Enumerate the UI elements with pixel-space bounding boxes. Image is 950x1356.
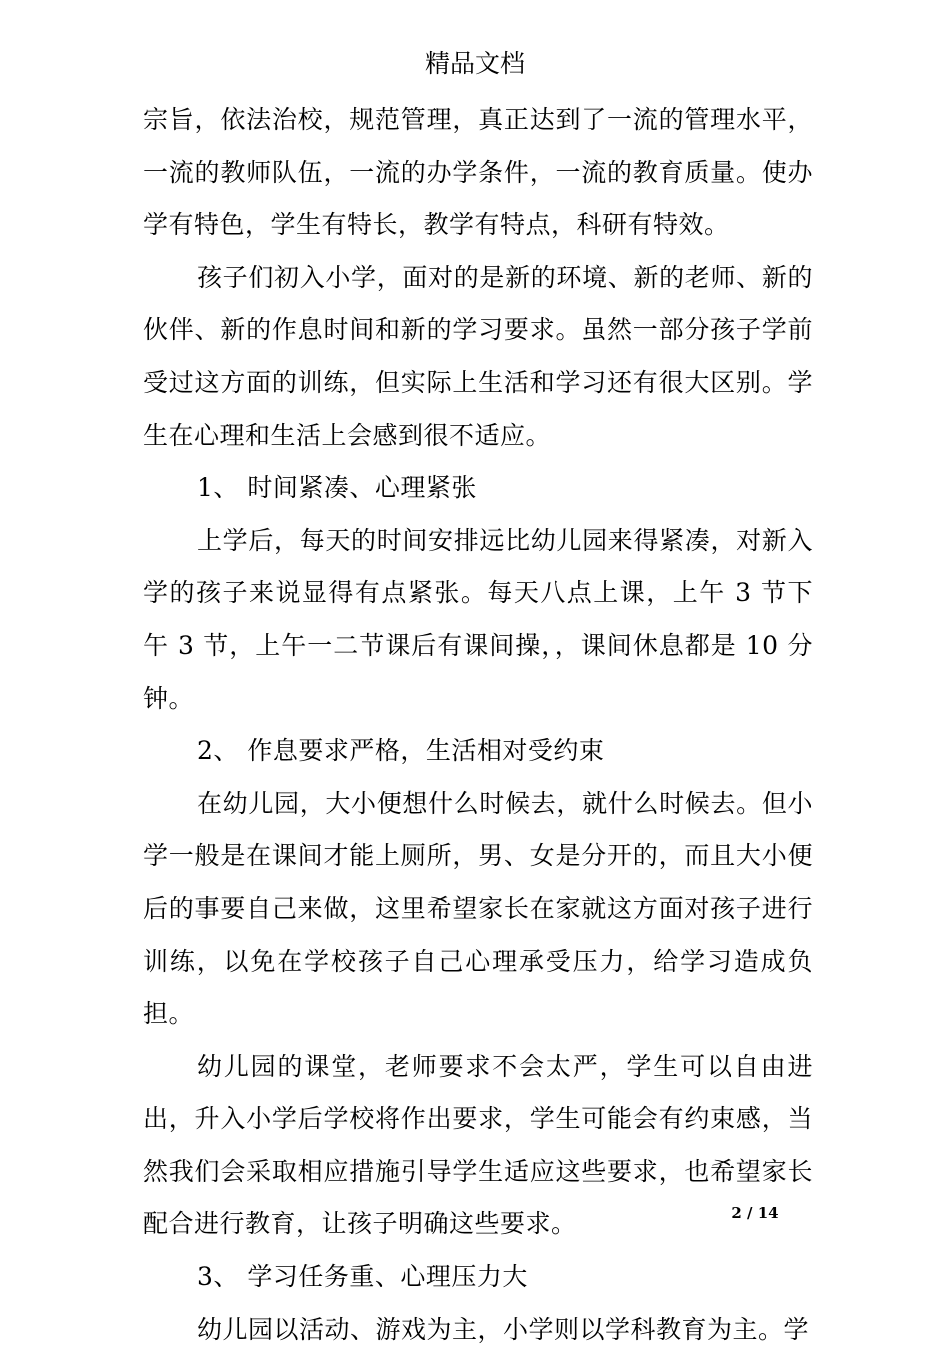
page-number: 2 / 14 (731, 1204, 779, 1222)
paragraph-intro: 孩子们初入小学，面对的是新的环境、新的老师、新的伙伴、新的作息时间和新的学习要求。虽然一部分孩子学前受过这方面的训练，但实际上生活和学习还有很大区别。学生在心理和生活上会感到很不适应。 (143, 262, 813, 450)
document-body (143, 94, 813, 1356)
paragraph-schedule: 上学后，每天的时间安排远比幼儿园来得紧凑，对新入学的孩子来说显得有点紧张。每天八点上课，上午 3 节下午 3 节，上午一二节课后有课间操，，课间休息都是 10 分钟。 (143, 525, 813, 713)
paragraph-continuation: 宗旨，依法治校，规范管理，真正达到了一流的管理水平，一流的教师队伍，一流的办学条件，一流的教育质量。使办学有特色，学生有特长，教学有特点，科研有特效。 (143, 105, 813, 240)
paragraph-classroom: 幼儿园的课堂，老师要求不会太严，学生可以自由进出，升入小学后学校将作出要求，学生可能会有约束感，当然我们会采取相应措施引导学生适应这些要求，也希望家长配合进行教育，让孩子明确这些要求。 (143, 1051, 813, 1239)
section-heading-3: 3、 学习任务重、心理压力大 (197, 1262, 528, 1292)
section-heading-2: 2、 作息要求严格，生活相对受约束 (197, 736, 605, 766)
section-heading-1: 1、 时间紧凑、心理紧张 (197, 473, 477, 503)
paragraph-restroom: 在幼儿园，大小便想什么时候去，就什么时候去。但小学一般是在课间才能上厕所，男、女是分开的，而且大小便后的事要自己来做，这里希望家长在家就这方面对孩子进行训练，以免在学校孩子自己心理承受压力，给学习造成负担。 (143, 788, 813, 1029)
paragraph-learning: 幼儿园以活动、游戏为主，小学则以学科教育为主。学 (197, 1314, 810, 1344)
document-header-title: 精品文档 (424, 49, 525, 78)
